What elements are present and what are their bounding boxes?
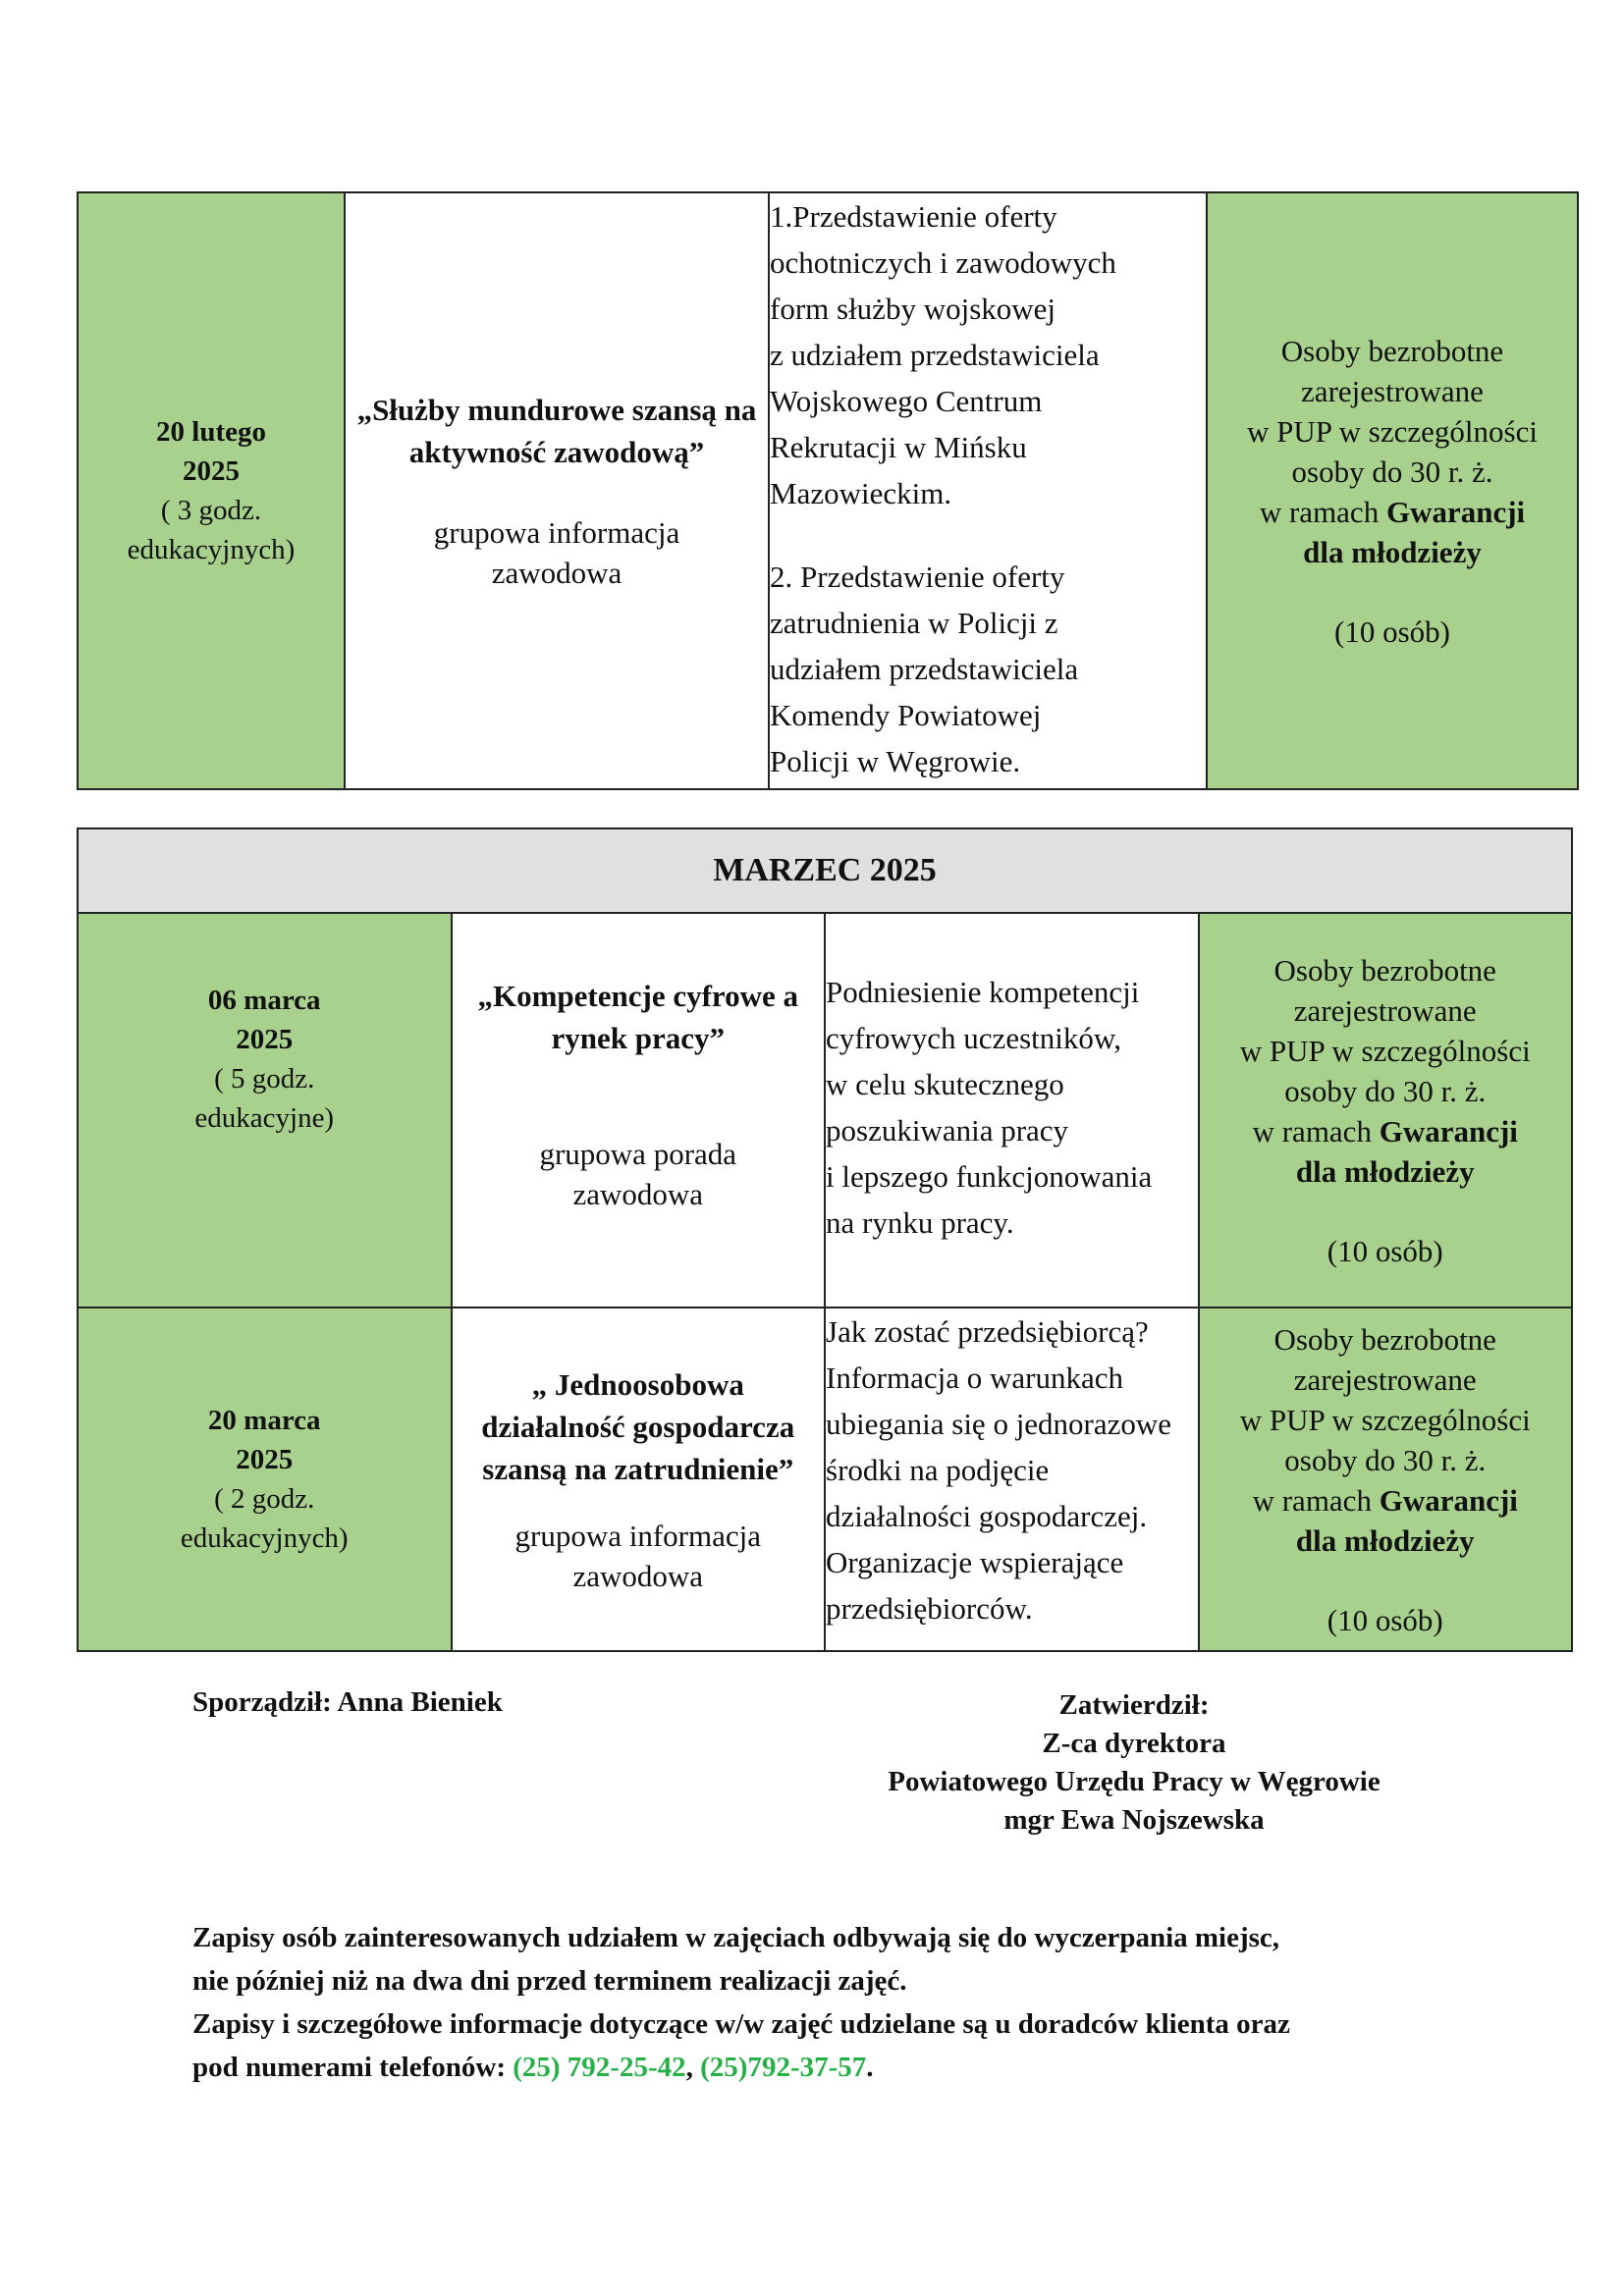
phone-number[interactable]: (25) 792-25-42	[513, 2052, 686, 2083]
topic-title: „ Jednoosobowa działalność gospodarcza szansą na zatrudnienie”	[481, 1366, 795, 1486]
audience-line: zarejestrowane	[1301, 373, 1484, 408]
topic-title: „Kompetencje cyfrowe a rynek pracy”	[477, 979, 799, 1055]
date-text: 20 lutego	[156, 416, 266, 448]
program-name-cont: dla młodzieży	[1303, 534, 1482, 569]
desc-line: cyfrowych uczestników,	[826, 1021, 1121, 1055]
table-row	[78, 192, 1578, 789]
approver-name: mgr Ewa Nojszewska	[1003, 1804, 1265, 1836]
topic-title: „Służby mundurowe szansą na aktywność zawodową”	[356, 393, 757, 469]
audience-cell	[1199, 913, 1573, 1308]
desc-line: działalności gospodarczej.	[826, 1499, 1148, 1533]
program-name-line2	[1208, 532, 1577, 572]
approval-block	[825, 1686, 1443, 1840]
audience-line: w PUP w szczególności	[1239, 1033, 1531, 1068]
hours-text: ( 3 godz.	[160, 495, 262, 526]
date-text: 06 marca	[207, 985, 321, 1016]
desc-line: Jak zostać przedsiębiorcą?	[826, 1314, 1149, 1349]
program-name-line2	[1200, 1151, 1572, 1192]
approval-label: Zatwierdził:	[1058, 1689, 1210, 1721]
participant-count: (10 osób)	[1326, 1233, 1443, 1268]
description-cell	[769, 192, 1207, 789]
note-line: Zapisy i szczegółowe informacje dotyczące w/w zajęć udzielane są u doradców klienta oraz	[192, 2008, 1290, 2040]
form-type-line2: zawodowa	[572, 1177, 704, 1211]
registration-note	[192, 1916, 1469, 2089]
schedule-table-february	[77, 191, 1579, 790]
audience-line: osoby do 30 r. ż.	[1291, 454, 1493, 489]
desc-line: na rynku pracy.	[826, 1205, 1014, 1240]
program-name-cont: dla młodzieży	[1295, 1522, 1475, 1558]
topic-cell	[345, 192, 769, 789]
hours-text: ( 5 godz.	[214, 1063, 315, 1095]
audience-program	[1208, 492, 1577, 532]
note-line: nie później niż na dwa dni przed terminem realizacji zajęć.	[192, 1965, 907, 1997]
year-text: 2025	[183, 455, 240, 487]
audience-prefix: w ramach	[1259, 494, 1386, 529]
year-text: 2025	[236, 1444, 294, 1475]
audience-prefix: w ramach	[1252, 1482, 1380, 1518]
desc-line: Informacja o warunkach	[826, 1361, 1123, 1395]
hours-unit-text: edukacyjnych)	[180, 1522, 349, 1554]
desc-line: 1.Przedstawienie oferty	[770, 199, 1057, 234]
form-type-line2: zawodowa	[572, 1558, 704, 1593]
participant-count: (10 osób)	[1334, 614, 1450, 649]
desc-line: 2. Przedstawienie oferty	[770, 560, 1065, 594]
schedule-table-march	[77, 828, 1573, 1652]
audience-cell	[1207, 192, 1578, 789]
form-type-line1: grupowa porada	[539, 1137, 737, 1171]
date-cell	[78, 913, 452, 1308]
note-phone-line	[192, 2046, 1469, 2089]
form-type-line2: zawodowa	[491, 556, 623, 590]
audience-line: Osoby bezrobotne	[1273, 952, 1496, 988]
desc-line: poszukiwania pracy	[826, 1113, 1069, 1148]
desc-line: ubiegania się o jednorazowe	[826, 1407, 1172, 1441]
audience-line: zarejestrowane	[1293, 992, 1477, 1028]
month-header-row	[78, 828, 1572, 913]
audience-line: zarejestrowane	[1293, 1362, 1477, 1397]
program-name: Gwarancji	[1379, 1113, 1518, 1148]
form-type-line1: grupowa informacja	[433, 515, 680, 550]
desc-line: Komendy Powiatowej	[770, 698, 1042, 732]
desc-line: Podniesienie kompetencji	[826, 975, 1140, 1009]
audience-line: osoby do 30 r. ż.	[1284, 1073, 1487, 1108]
desc-line: Mazowieckim.	[770, 476, 952, 510]
approver-office: Powiatowego Urzędu Pracy w Węgrowie	[888, 1766, 1380, 1797]
audience-line: Osoby bezrobotne	[1280, 333, 1504, 368]
topic-cell	[452, 1308, 826, 1651]
desc-line: form służby wojskowej	[770, 292, 1056, 326]
desc-line: z udziałem przedstawiciela	[770, 338, 1100, 372]
participant-count: (10 osób)	[1326, 1602, 1443, 1637]
audience-program	[1200, 1111, 1572, 1151]
audience-program	[1200, 1480, 1572, 1521]
table-row	[78, 1308, 1572, 1651]
audience-line: w PUP w szczególności	[1247, 413, 1538, 449]
hours-unit-text: edukacyjne)	[194, 1102, 335, 1134]
desc-line: przedsiębiorców.	[826, 1591, 1033, 1626]
desc-line: środki na podjęcie	[826, 1453, 1050, 1487]
form-type-line1: grupowa informacja	[514, 1518, 761, 1553]
desc-line: Organizacje wspierające	[826, 1545, 1124, 1579]
month-header: MARZEC 2025	[78, 828, 1572, 913]
date-text: 20 marca	[207, 1405, 321, 1436]
desc-line: Wojskowego Centrum	[770, 384, 1043, 418]
period: .	[866, 2052, 874, 2083]
hours-unit-text: edukacyjnych)	[127, 534, 296, 565]
approver-role: Z-ca dyrektora	[1042, 1728, 1226, 1759]
audience-line: Osoby bezrobotne	[1273, 1321, 1496, 1357]
program-name: Gwarancji	[1379, 1482, 1518, 1518]
separator: ,	[685, 2052, 701, 2083]
audience-prefix: w ramach	[1252, 1113, 1380, 1148]
desc-line: Policji w Węgrowie.	[770, 744, 1021, 778]
note-phone-prefix: pod numerami telefonów:	[192, 2052, 514, 2083]
desc-line: i lepszego funkcjonowania	[826, 1159, 1153, 1194]
date-cell	[78, 1308, 452, 1651]
year-text: 2025	[236, 1024, 294, 1055]
prepared-by: Sporządził: Anna Bieniek	[192, 1686, 503, 1718]
date-cell	[78, 192, 345, 789]
table-row	[78, 913, 1572, 1308]
desc-line: zatrudnienia w Policji z	[770, 606, 1058, 640]
audience-line: osoby do 30 r. ż.	[1284, 1442, 1487, 1477]
note-line: Zapisy osób zainteresowanych udziałem w zajęciach odbywają się do wyczerpania miejsc,	[192, 1922, 1280, 1953]
description-cell	[825, 913, 1199, 1308]
audience-cell	[1199, 1308, 1573, 1651]
desc-line: ochotniczych i zawodowych	[770, 245, 1116, 280]
desc-line: w celu skutecznego	[826, 1067, 1064, 1101]
topic-cell	[452, 913, 826, 1308]
program-name-line2	[1200, 1521, 1572, 1561]
program-name-cont: dla młodzieży	[1295, 1153, 1475, 1189]
description-cell	[825, 1308, 1199, 1651]
phone-number[interactable]: (25)792-37-57	[700, 2052, 867, 2083]
desc-line: Rekrutacji w Mińsku	[770, 430, 1027, 464]
program-name: Gwarancji	[1385, 494, 1526, 529]
hours-text: ( 2 godz.	[214, 1483, 315, 1515]
desc-line: udziałem przedstawiciela	[770, 652, 1079, 686]
audience-line: w PUP w szczególności	[1239, 1402, 1531, 1437]
